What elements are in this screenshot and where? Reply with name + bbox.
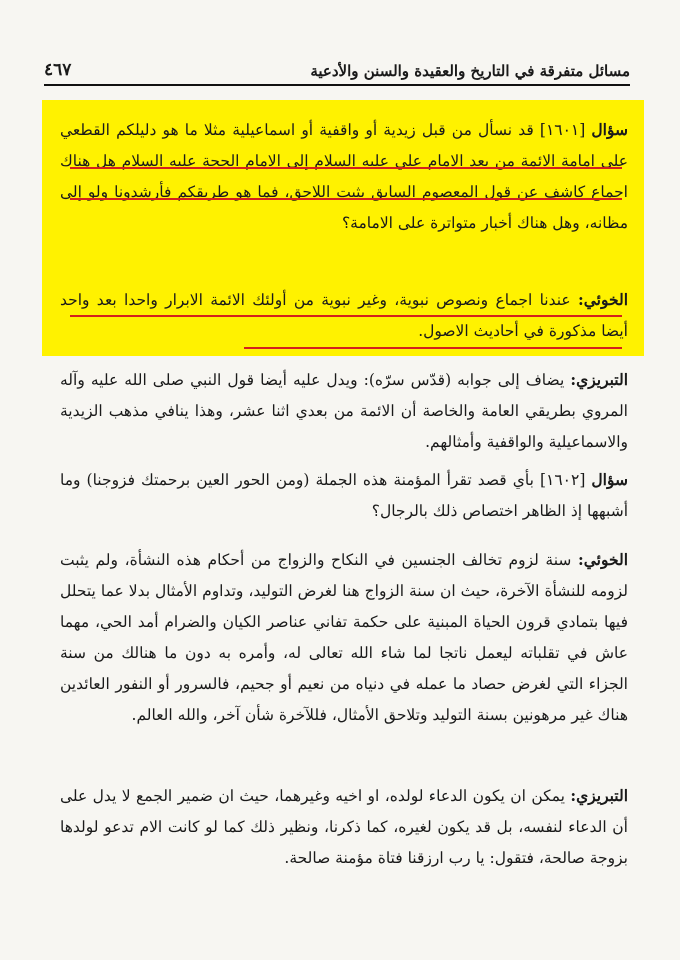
speaker-label: الخوئي: [578, 290, 628, 309]
question-1601 [60, 114, 628, 239]
red-underline [70, 198, 622, 200]
red-underline [70, 315, 622, 317]
question-text: بأي قصد تقرأ المؤمنة هذه الجملة (ومن الحور العين برحمتك فزوجنا) وما أشبهها إذ الظاهر اختصاص ذلك بالرجال؟ [60, 471, 628, 520]
question-label: سؤال [591, 120, 628, 139]
speaker-label: التبريزي: [570, 786, 628, 805]
question-number: [١٦٠٢] [539, 471, 586, 489]
question-number: [١٦٠١] [539, 121, 586, 139]
answer-text: عندنا اجماع ونصوص نبوية، وغير نبوية من أولئك الائمة الابرار واحدا بعد واحد أيضا مذكورة في أحاديث الاصول. [60, 291, 628, 340]
speaker-label: الخوئي: [578, 550, 628, 569]
running-title: مسائل متفرقة في التاريخ والعقيدة والسنن والأدعية [310, 62, 630, 80]
page-header [44, 48, 630, 86]
speaker-label: التبريزي: [570, 370, 628, 389]
red-underline [70, 167, 622, 169]
answer-text: سنة لزوم تخالف الجنسين في النكاح والزواج من أحكام هذه النشأة، ولم يثبت لزومه للنشأة الآخرة، حيث ان سنة الزواج هنا لغرض التوليد، وتداوم الأمثال بدلا عما يتحلل فيها بتمادي قرون الحياة المبنية على حكمة تفاني عناصر الكيان والضرام أمد الحي، مهما عاش في تقلباته ليعمل ناتجا لما شاء الله تعالى له، وأمره به دون ما هنالك من سنة الجزاء التي لغرض حصاد ما عمله في دنياه من نعيم أو جحيم، فالسرور أو النفور العائدين هناك غير مرهونين بسنة التوليد وتلاحق الأمثال، فللآخرة شأن آخر، والله العالم. [60, 551, 628, 724]
red-underline [244, 347, 622, 349]
answer-khoei-1602 [60, 544, 628, 731]
answer-text: يمكن ان يكون الدعاء لولده، او اخيه وغيرهما، حيث ان ضمير الجمع لا يدل على أن الدعاء لنفسه، بل قد يكون لغيره، كما ذكرنا، ونظير ذلك كما لو كانت الام تدعو لولدها بزوجة صالحة، فتقول: يا رب ارزقنا فتاة مؤمنة صالحة. [60, 787, 628, 867]
question-1602 [60, 464, 628, 527]
answer-tabrizi-1602 [60, 780, 628, 874]
answer-text: يضاف إلى جوابه (قدّس سرّه): ويدل عليه أيضا قول النبي صلى الله عليه وآله المروي بطريقي العامة والخاصة أن الائمة من بعدي اثنا عشر، وهذا ينافي مذهب الزيدية والاسماعيلية والواقفية وأمثالهم. [60, 371, 628, 451]
page-number: ٤٦٧ [44, 60, 72, 80]
question-text: قد نسأل من قبل زيدية أو واقفية أو اسماعيلية مثلا ما هو دليلكم القطعي على امامة الائمة من بعد الامام علي عليه السلام إلى الامام الحجة عليه السلام هل هناك اجماع كاشف عن قول المعصوم السابق يثبت اللاحق، فما هو طريقكم فأرشدونا ولو إلى مظانه، وهل هناك أخبار متواترة على الامامة؟ [60, 121, 628, 232]
answer-tabrizi-1601 [60, 364, 628, 458]
question-label: سؤال [591, 470, 628, 489]
